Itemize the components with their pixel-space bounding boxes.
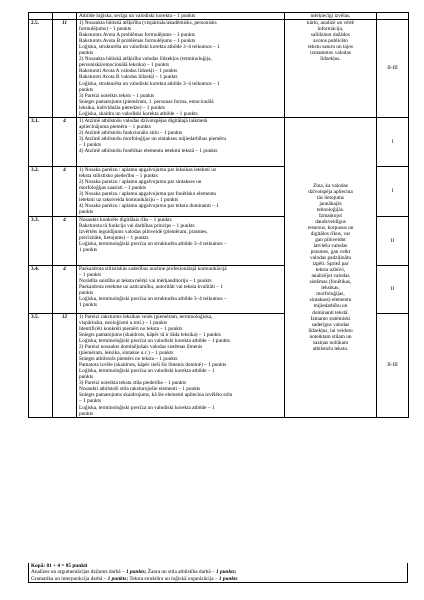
- criteria-line: 2) Pareizi nosaukts dominējošais valodas sistēmas līmenis: [79, 344, 203, 351]
- criteria-line: morfoloģijas saasisti – 1 punkts: [79, 184, 147, 191]
- table-row-top: [29, 13, 409, 20]
- criteria-line: noteiktam stilam un: [309, 333, 352, 340]
- table-row-3-1: [29, 117, 409, 166]
- criteria-line: morfoloģijas,: [316, 291, 345, 298]
- criteria-line: punkts: [79, 50, 94, 57]
- criteria-line: daudzveidīgus: [315, 218, 346, 225]
- task-points: 4: [53, 216, 77, 265]
- criteria-line: 2) Nosaukta būtiskā atšķirība valodas līdzekļos (terminoloģija,: [79, 56, 212, 63]
- criteria-line: 2) Atzīmē atbilstošu funkcionālo stilu – 1 punkts: [79, 129, 183, 136]
- criteria-line: Loģiska, terminoloģiski precīza un valodiski korekta atbilde – 1 punkts: [79, 337, 230, 344]
- criteria-line: kārto, analizē un vērtē: [306, 20, 355, 27]
- criteria-line: Nosaukti atbilstoši stila raksturojošie elementi – 1 punkts: [79, 386, 201, 393]
- summary-line-1: Analīzes un argumentācijas dziļums darbā – 1 punkts; Žanra un stila atbilstība darbā – 1 punkts;: [31, 569, 237, 576]
- criteria-line: Paskaidrota ietekme uz uzticamību, autoritāti vai teksta kvalitāti – 1: [79, 283, 223, 290]
- criteria-line: 1 punkts: [79, 247, 98, 254]
- task-number: 2.5.: [29, 20, 53, 118]
- criteria-line: salīdzinot dažādos: [311, 32, 350, 39]
- level-cell: II: [377, 265, 409, 313]
- criteria-line: resursus, korpusus un: [307, 224, 354, 231]
- task-points: 11: [53, 20, 77, 118]
- criteria-line: līdzekļus, lai veidotu: [308, 327, 353, 334]
- criteria-line: ietekmi uz rakstveida komunikāciju – 1 punkts: [79, 197, 179, 204]
- criteria-line: 4) Nosaka pareizu / aplamu apgalvojumu par teksta dominanti – 1: [79, 203, 219, 210]
- criteria-line: Loģiska, terminoloģiski precīza un valodiski korekta atbilde – 1: [79, 404, 215, 411]
- criteria-cell-3-4: [77, 265, 285, 313]
- criteria-line: teksta stilistisko piederību – 1 punkts: [79, 172, 158, 179]
- criteria-line: 1) Pareizi raksturots leksikas veids (piemēram, terminoloģiska,: [79, 313, 213, 320]
- criteria-line: Sniegts pamatojums (piemēram, 1. personas forma, emocionālā: [79, 98, 214, 105]
- criteria-line: 1) Atzīmē atbilstošu valodas dzīvotspējas digitālajā laikmetā: [79, 117, 208, 124]
- criteria-cell-3-1: [77, 117, 285, 166]
- criteria-line: valodas padziļinātu: [309, 255, 352, 262]
- skill-cell-top: mērķiecīgi izvēlas,: [285, 13, 377, 20]
- criteria-line: prasmes, gan veikt: [310, 249, 351, 256]
- task-points: 12: [53, 313, 77, 417]
- criteria-line: precizitāte, lietojums) – 1 punkts: [79, 234, 149, 241]
- criteria-line: tekstu saturu un tajos: [308, 44, 353, 51]
- criteria-line: leksikas,: [321, 285, 340, 292]
- criteria-line: 3) Nosaka pareizu / aplamu apgalvojumu par fonētisko elementu: [79, 190, 217, 197]
- criteria-line: Paskaidrota stilistiskās saderības nozīme profesionālajā komunikācijā: [79, 265, 227, 272]
- criteria-line: personiskā/emocionālā leksika) – 1 punkts: [79, 62, 170, 69]
- criteria-line: punkts: [79, 374, 94, 381]
- level-cell: II: [377, 216, 409, 265]
- criteria-line: teksta uzbūvi,: [315, 267, 346, 274]
- criteria-line: Zina, ka valodas: [313, 182, 348, 189]
- criteria-line: Loģiska, skaidra un valodiski korekta atbilde – 1 punkts: [79, 110, 198, 117]
- criteria-line: Loģiska, terminoloģiski precīza un strukturēta atbilde 3–4 teikumos –: [79, 296, 227, 303]
- criteria-line: 3) Pareizi noteikta teksta stila piederība – 1 punkts: [79, 380, 187, 387]
- criteria-line: Sniegts pamatojums (skaidrots, kāpēc tā ir šāda leksika) – 1 punkts: [79, 331, 221, 338]
- criteria-line: Izmanto sistēmiski: [310, 315, 351, 322]
- criteria-cell-2-5: [77, 20, 285, 118]
- criteria-line: jaunākajās: [319, 200, 342, 207]
- criteria-line: Sniegts atbilstošs piemērs no teksta – 1 punkts: [79, 356, 178, 363]
- task-number: 3.3.: [29, 216, 53, 265]
- task-number: 3.5.: [29, 313, 53, 417]
- task-points: 4: [53, 265, 77, 313]
- criteria-line: – 1 punkts: [79, 141, 102, 148]
- criteria-cell-3-2: [77, 166, 285, 216]
- criteria-line: sistēmas (fonētikas,: [309, 279, 352, 286]
- criteria-line: Norādīta saistība ar teksta mērķi vai mērķauditoriju – 1 punkts: [79, 277, 212, 284]
- criteria-line: punkts: [79, 289, 94, 296]
- criteria-line: apliecinājuma piemēru – 1 punkts: [79, 123, 151, 130]
- criteria-line: līdzekļus.: [320, 56, 341, 63]
- total-points: Kopā: 81 + 4 = 85 punkti: [31, 563, 88, 569]
- criteria-line: sintakses) elementu: [309, 297, 352, 304]
- criteria-line: Izvērtēts ieguldījums valodas pilnveidē (piemēram, prasmes,: [79, 228, 208, 235]
- level-cell: II-III: [377, 313, 409, 417]
- criteria-line: Izmantojot: [319, 212, 342, 219]
- criteria-line: – 1 punkts: [79, 398, 102, 405]
- criteria-line: mijiedarbību un: [313, 303, 348, 310]
- criteria-line: Identificēti konkrēti piemēri no teksta – 1 punkts: [79, 325, 183, 332]
- task-number: 3.4.: [29, 265, 53, 313]
- criteria-line: Sniegts pamatojums skaidrojums, kā šie elementi apliecina izvēlēto stilu: [79, 392, 233, 399]
- criteria-line: tās lietojums: [317, 194, 344, 201]
- criteria-line: izmantotos valodas: [310, 50, 351, 57]
- skill-cell-3: [285, 117, 377, 417]
- criteria-line: gan pilnveidot: [315, 236, 346, 243]
- criteria-line: Loģiska, strukturēta un valodiski korekta atbilde 3–4 teikumos – 1: [79, 44, 220, 51]
- criteria-line: – 1 punkts: [79, 271, 102, 278]
- criteria-line: 3) Pareizi noteikts teksts – 1 punkts: [79, 92, 155, 99]
- level-cell: I: [377, 117, 409, 166]
- criteria-line: saziņas nolūkam: [312, 339, 349, 346]
- criteria-line: Loģiska, terminoloģiski precīza un valodiski korekta atbilde – 1: [79, 368, 215, 375]
- table-row-2-5: [29, 20, 409, 118]
- criteria-line: punkts: [79, 209, 94, 216]
- criteria-line: Raksturoti Avota B valodas līdzekļi – 1 punkts: [79, 74, 178, 81]
- task-number: 3.1.: [29, 117, 53, 166]
- criteria-line: Raksturots Avota B problēmas formulējums – 1 punkts: [79, 38, 196, 45]
- criteria-line: 1) Nosaukta būtiskā atšķirība (vispārinās/akadēmisks, personisks: [79, 20, 217, 27]
- criteria-cell-top: Atbilde loģiska, secīga un valodiski korekta – 1 punkts: [77, 13, 285, 20]
- criteria-line: izpēti. Spriež par: [312, 261, 349, 268]
- criteria-line: punkts: [79, 410, 94, 417]
- criteria-table: [28, 12, 409, 418]
- criteria-line: digitālos rīkus, var: [310, 230, 351, 237]
- level-cell: II-III: [377, 20, 409, 118]
- criteria-line: punkts: [79, 86, 94, 93]
- criteria-line: avotos publicēto: [313, 38, 348, 45]
- criteria-line: dominanti tekstā.: [312, 309, 349, 316]
- criteria-line: latviešu valodas: [313, 243, 348, 249]
- task-number: 3.2.: [29, 166, 53, 216]
- criteria-line: saderīgus valodas: [311, 321, 350, 328]
- level-cell: I: [377, 166, 409, 216]
- criteria-line: Raksturota tā funkcija vai darbības princips – 1 punkts: [79, 222, 195, 229]
- criteria-line: 3) Atzīmē atbilstošu morfoloģijas un sintakses mijiedarbības piemēru: [79, 135, 226, 142]
- criteria-line: vispārināta, neoloģismi u.tml.) – 1 punkts: [79, 319, 168, 326]
- criteria-line: Nosaukts konkrēts digitālais rīks – 1 punkts: [79, 216, 172, 223]
- criteria-line: Raksturoti Avota A valodas līdzekļi – 1 punkts: [79, 68, 178, 75]
- criteria-line: Loģiska, terminoloģiski precīza un strukturēta atbilde 3–4 teikumos –: [79, 240, 227, 247]
- criteria-line: formulējums) – 1 punkts: [79, 26, 132, 33]
- criteria-line: informāciju,: [317, 26, 344, 33]
- summary-line-2: Gramatika un interpunkcija darbā – 1 punkts; Teksta struktūra un loģiskā organizācija – 1 punkts: [31, 575, 238, 582]
- skill-cell-2-5: [285, 20, 377, 118]
- criteria-line: Loģiska, strukturēta un valodiski korekta atbilde 3–4 teikumos – 1: [79, 80, 220, 87]
- criteria-line: analizējot valodas: [311, 273, 350, 280]
- criteria-cell-3-3: [77, 216, 285, 265]
- criteria-line: Raksturots Avota A problēmas formulējums – 1 punkts: [79, 32, 195, 39]
- criteria-line: 1) Nosaka pareizu / aplamu apgalvojumu par leksikas ietekmi uz: [79, 166, 217, 173]
- criteria-line: leksika, individuāla pieredze) – 1 punkts: [79, 104, 165, 111]
- task-points: 4: [53, 166, 77, 216]
- criteria-line: 4) Atzīmē atbilstošu fonētikas elementu ietekmi tekstā – 1 punkts: [79, 148, 218, 155]
- summary-block: [28, 563, 408, 583]
- criteria-line: 1 punkts: [79, 302, 98, 309]
- criteria-line: tehnoloģijās.: [316, 206, 345, 213]
- criteria-line: dzīvotspēja apliecina: [308, 188, 353, 195]
- criteria-line: (piemēram, leksika, sintakse u.c.) – 1 punkts: [79, 350, 174, 357]
- criteria-line: 2) Nosaka pareizu / aplamu apgalvojumu par sintakses un: [79, 178, 202, 185]
- criteria-cell-3-5: [77, 313, 285, 417]
- criteria-line: Pamatota izvēle (skaidrots, kāpēc tieši šis līmenis dominē) – 1 punkts: [79, 362, 227, 369]
- criteria-line: atbilstošu tekstu.: [312, 345, 349, 352]
- task-points: 4: [53, 117, 77, 166]
